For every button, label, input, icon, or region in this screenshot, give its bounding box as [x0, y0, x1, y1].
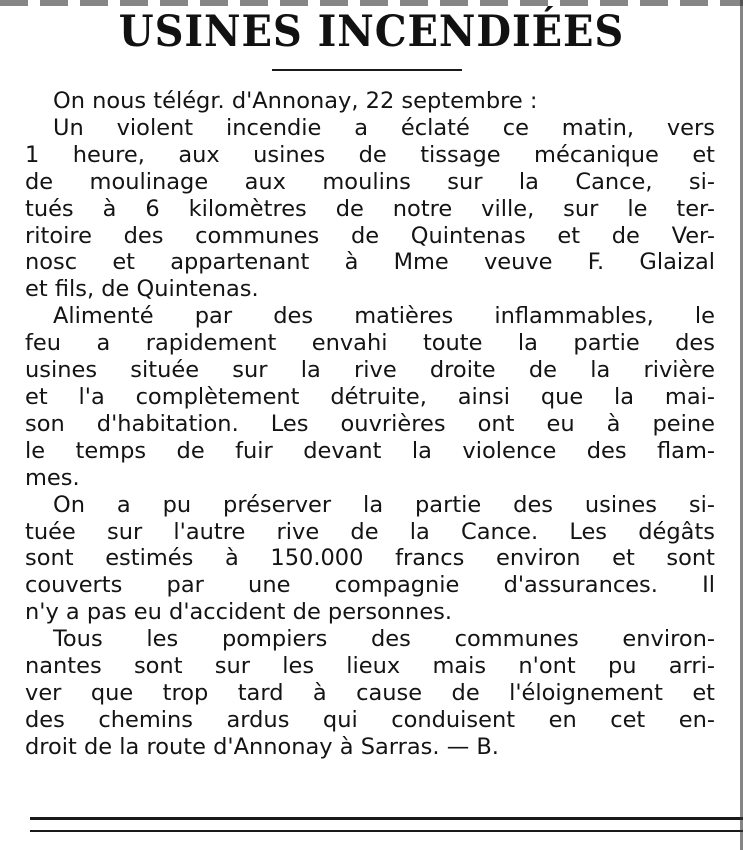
- text-line: ritoire des communes de Quintenas et de Ver-: [25, 222, 715, 249]
- text-line: des chemins ardus qui conduisent en cet en-: [25, 706, 715, 733]
- text-line: tués à 6 kilomètres de notre ville, sur le ter-: [25, 195, 715, 222]
- text-line: Alimenté par des matières inflammables, le: [53, 303, 715, 330]
- text-line: 1 heure, aux usines de tissage mécanique et: [25, 141, 715, 168]
- text-line: ver que trop tard à cause de l'éloignement et: [25, 679, 715, 706]
- text-line: feu a rapidement envahi toute la partie des: [25, 330, 715, 357]
- text-line: de moulinage aux moulins sur la Cance, si-: [25, 168, 715, 195]
- text-line: nosc et appartenant à Mme veuve F. Glaizal: [25, 249, 715, 276]
- bottom-rule: [30, 817, 743, 820]
- text-line: nantes sont sur les lieux mais n'ont pu arri-: [25, 653, 715, 680]
- text-line: le temps de fuir devant la violence des flam-: [25, 437, 715, 464]
- text-line: couverts par une compagnie d'assurances. Il: [25, 572, 715, 599]
- text-line: On a pu préserver la partie des usines si-: [53, 491, 715, 518]
- text-line: Tous les pompiers des communes environ-: [53, 626, 715, 653]
- text-line: mes.: [25, 464, 80, 491]
- signature-line: droit de la route d'Annonay à Sarras. — B.: [25, 733, 499, 760]
- text-line: usines située sur la rive droite de la rivière: [25, 357, 715, 384]
- dateline: On nous télégr. d'Annonay, 22 septembre :: [53, 88, 538, 114]
- text-line: et fils, de Quintenas.: [25, 276, 259, 303]
- bottom-rule: [30, 830, 743, 832]
- text-line: son d'habitation. Les ouvrières ont eu à peine: [25, 410, 715, 437]
- headline: USINES INCENDIÉES: [118, 7, 625, 57]
- text-line: sont estimés à 150.000 francs environ et sont: [25, 545, 715, 572]
- text-line: tuée sur l'autre rive de la Cance. Les dégâts: [25, 518, 715, 545]
- text-line: et l'a complètement détruite, ainsi que la mai-: [25, 383, 715, 410]
- text-line: n'y a pas eu d'accident de personnes.: [25, 599, 453, 626]
- text-line: Un violent incendie a éclaté ce matin, vers: [53, 114, 715, 141]
- article-body: [25, 88, 715, 761]
- headline-rule: [272, 69, 462, 71]
